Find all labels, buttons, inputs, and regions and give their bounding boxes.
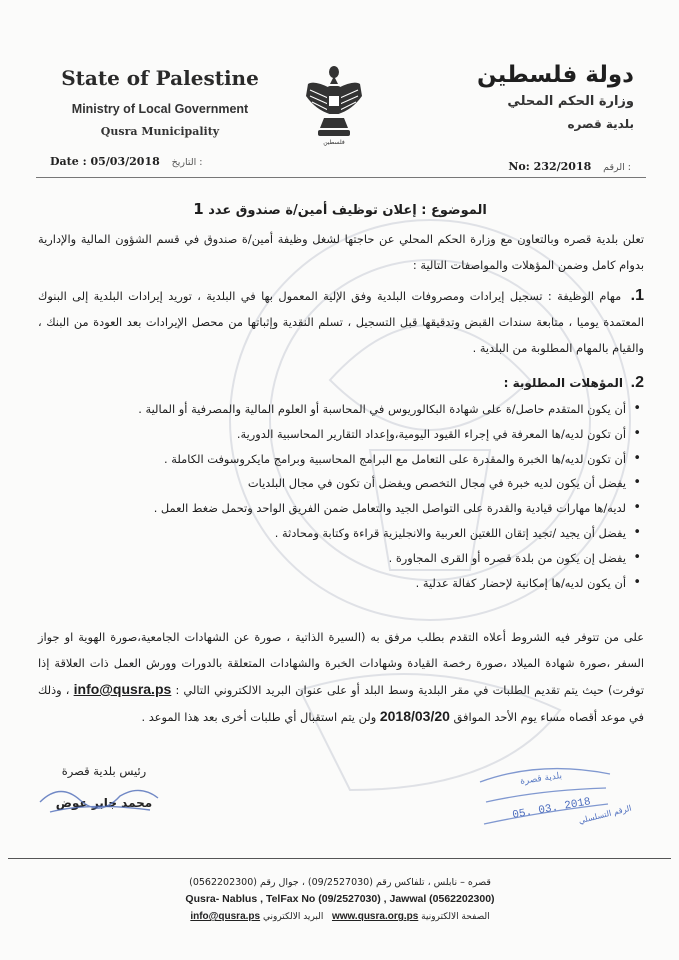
subject-text: الموضوع : إعلان توظيف أمين/ة صندوق عدد — [208, 203, 487, 218]
emblem-caption: فلسطين — [323, 139, 345, 146]
stamp-date: 05. 03. 2018 — [511, 796, 592, 822]
footer-web-line — [150, 908, 530, 926]
subject-line — [140, 200, 540, 218]
signatory-name: محمد جابر عوض — [55, 796, 153, 810]
handwritten-signature-icon — [30, 772, 170, 822]
application-email-link[interactable]: info@qusra.ps — [73, 681, 172, 697]
list-item: • لديه/ها مهارات قيادية والقدرة على التواصل الجيد والتعامل ضمن الفريق الواحد وتحمل ضغط العمل . — [38, 496, 644, 521]
section-2-number: 2. — [630, 374, 644, 391]
list-item: • أن تكون لديه/ها المعرفة في إجراء القيود اليومية،وإعداد التقارير المحاسبية الدورية. — [38, 422, 644, 447]
signatory-title: رئيس بلدية قصرة — [61, 764, 147, 778]
email-label: البريد الالكتروني — [262, 912, 324, 922]
section-1-number: 1. — [630, 287, 644, 304]
footer-email-link[interactable]: info@qusra.ps — [190, 911, 261, 922]
footer-english-contact: Qusra- Nablus , TelFax No (09/2527030) , Jawwal (0562202300) — [185, 893, 495, 905]
reference-label: No: — [508, 160, 530, 173]
date-value: 05/03/2018 — [90, 155, 160, 168]
english-ministry-name: Ministry of Local Government — [71, 102, 249, 116]
arabic-municipality-name: بلدية قصره — [567, 117, 634, 131]
list-item: • أن يكون المتقدم حاصل/ة على شهادة البكالوريوس في المحاسبة أو العلوم المالية والمصرفية أو المالية . — [38, 397, 644, 422]
deadline-text: ، وذلك في موعد أقصاه مساء يوم الأحد الموافق — [38, 683, 644, 724]
reference-number: 232/2018 — [533, 160, 592, 173]
date-label: Date : — [50, 155, 87, 168]
official-stamp-icon — [470, 752, 620, 852]
qualifications-heading — [38, 370, 644, 396]
reference-line — [508, 160, 631, 173]
list-item: • أن يكون لديه/ها إمكانية لإحضار كفالة عدلية . — [38, 571, 644, 596]
stamp-organization: بلدية قصرة — [519, 771, 563, 787]
subject-count: 1 — [193, 200, 204, 218]
footer-arabic-contact: قصره – نابلس ، تلفاكس رقم (09/2527030) ، جوال رقم (0562202300) — [189, 877, 491, 888]
footer — [150, 874, 530, 926]
reference-label-arabic: الرقم : — [603, 162, 631, 173]
documents-text: على من تتوفر فيه الشروط أعلاه التقدم بطلب مرفق به (السيرة الذاتية ، صورة عن الشهادات الجامعية،صورة الهوية او جواز السفر ،صورة شهادة الميلاد ،صورة رخصة القيادة وشهادات الخبرة والشهادات المتعلقة بالدورات وورش العمل ذات العلاقة إذا توفرت) حيث يتم تقديم الطلبات في مقر البلدية وسط البلد أو على عنوان البريد الالكتروني التالي : — [38, 630, 645, 697]
website-link[interactable]: www.qusra.org.ps — [331, 911, 419, 922]
english-municipality-name: Qusra Municipality — [100, 125, 220, 138]
english-letterhead — [40, 66, 280, 138]
list-item: • يفضل إن يكون من بلدة قصره أو القرى المجاورة . — [38, 546, 644, 571]
job-duties-text: مهام الوظيفة : تسجيل إيرادات ومصروفات البلدية وفق الإلية المعمول بها في البلدية ، توريد إيرادات البلدية إلى البنوك المعتمدة يوميا ، متابعة سندات القبض وتدقيقها قبل التسجيل ، تسلم النقدية وإثباتها من محصل الإيرادات بعد العودة من البنك ، والقيام بالمهام المطلوبة من البلدية . — [38, 289, 644, 355]
english-state-name: State of Palestine — [61, 66, 259, 90]
list-item: • أن تكون لديه/ها الخبرة والمقدرة على التعامل مع البرامج المحاسبية وبرامج مايكروسوفت الكاملة . — [38, 447, 644, 472]
job-duties-section — [38, 283, 644, 361]
deadline-date: 2018/03/20 — [379, 708, 450, 724]
arabic-ministry-name: وزارة الحكم المحلي — [507, 94, 634, 109]
arabic-state-name: دولة فلسطين — [476, 62, 634, 88]
date-label-arabic: التاريخ : — [171, 157, 203, 168]
website-label: الصفحة الالكترونية — [421, 912, 490, 922]
deadline-closing-text: ولن يتم استقبال أي طلبات أخرى بعد هذا الموعد . — [141, 710, 377, 724]
header-divider — [36, 177, 646, 178]
intro-paragraph: تعلن بلدية قصره وبالتعاون مع وزارة الحكم المحلي عن حاجتها لشغل وظيفة أمين/ة صندوق في قسم الشؤون المالية والإدارية بدوام كامل وضمن المؤهلات والمواصفات التالية : — [38, 232, 644, 272]
palestine-eagle-emblem — [304, 62, 364, 148]
date-line — [50, 155, 203, 168]
list-item: • يفضل أن يكون لديه خبرة في مجال التخصص ويفضل أن تكون في مجال البلديات — [38, 471, 644, 496]
qualifications-list — [38, 397, 644, 595]
footer-divider — [8, 858, 671, 859]
stamp-serial-label: الرقم التسلسلي — [577, 803, 633, 826]
arabic-letterhead — [404, 62, 634, 131]
list-item: • يفضل أن يجيد /تجيد إتقان اللغتين العربية والانجليزية قراءة وكتابة ومحادثة . — [38, 521, 644, 546]
application-paragraph — [38, 624, 644, 730]
qualifications-title: المؤهلات المطلوبة : — [503, 376, 624, 390]
